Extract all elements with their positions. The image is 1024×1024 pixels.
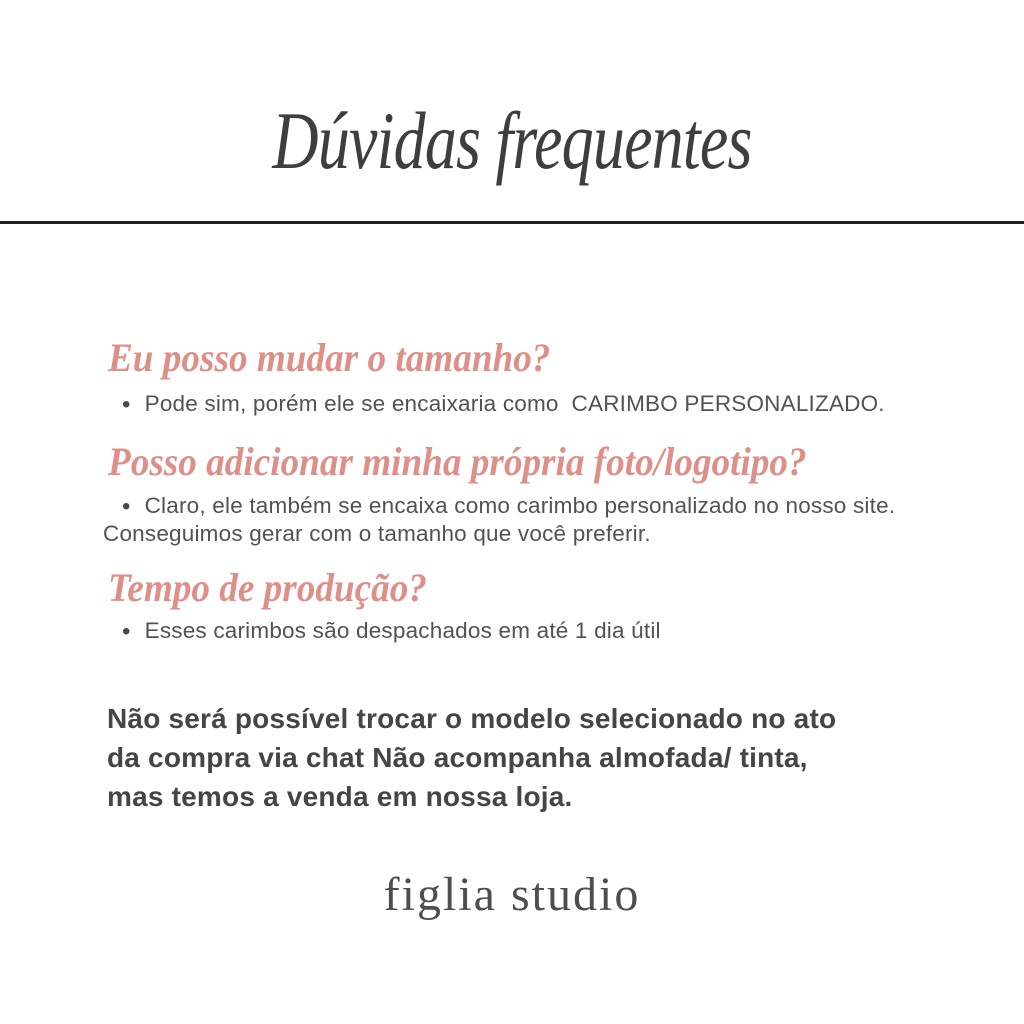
page-title: Dúvidas frequentes [272, 95, 752, 186]
faq-answer-production-time [103, 617, 661, 646]
notice-text [107, 699, 836, 816]
faq-question-production-time: Tempo de produção? [108, 565, 427, 610]
bullet-icon: • [122, 493, 131, 520]
bullet-icon: • [122, 391, 131, 418]
notice-line: Não será possível trocar o modelo selecionado no ato [107, 703, 837, 734]
faq-answer-logo [103, 492, 895, 521]
faq-answer-text: Pode sim, porém ele se encaixaria como CARIMBO PERSONALIZADO. [144, 391, 885, 416]
notice-line: mas temos a venda em nossa loja. [107, 781, 573, 812]
faq-answer-size [103, 390, 885, 419]
faq-answer-text: Conseguimos gerar com o tamanho que você preferir. [103, 521, 651, 546]
bullet-icon: • [122, 618, 131, 645]
faq-question-size: Eu posso mudar o tamanho? [108, 335, 551, 380]
faq-question-logo: Posso adicionar minha própria foto/logotipo? [108, 439, 807, 484]
faq-answer-text: Esses carimbos são despachados em até 1 dia útil [144, 618, 661, 643]
notice-line: da compra via chat Não acompanha almofada/ tinta, [107, 742, 808, 773]
faq-answer-logo-continued [103, 520, 651, 548]
faq-answer-text: Claro, ele também se encaixa como carimbo personalizado no nosso site. [144, 493, 896, 518]
divider-line [0, 221, 1024, 224]
brand-logo: figlia studio [383, 868, 641, 921]
